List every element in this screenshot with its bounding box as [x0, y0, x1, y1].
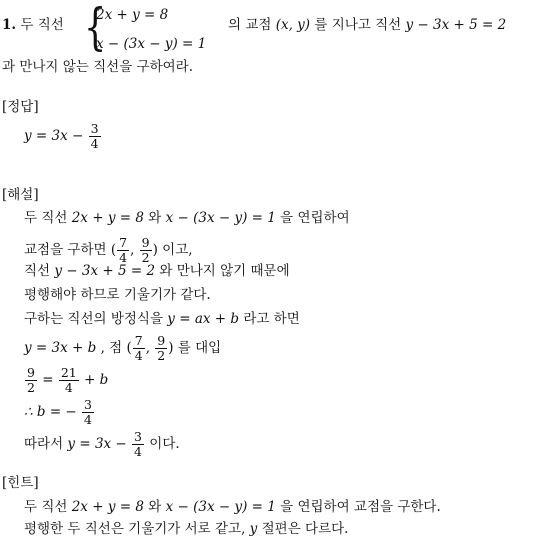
fraction-den: 2 — [141, 250, 150, 265]
hint-math: x − (3x − y) = 1 — [165, 499, 276, 515]
solution-text: 을 연립하여 — [280, 210, 350, 226]
solution-math: y − 3x + 5 = 2 — [54, 263, 156, 279]
problem-mid-2: 를 지나고 직선 — [314, 17, 402, 33]
solution-math: y = 3x + b — [24, 340, 97, 356]
fraction — [82, 398, 94, 427]
solution-text: 두 직선 — [24, 210, 68, 226]
problem-line-2: 과 만나지 않는 직선을 구하여라. — [2, 59, 193, 75]
system-eq-2: x − (3x − y) = 1 — [96, 36, 207, 52]
fraction-den: 4 — [64, 380, 73, 395]
solution-text: 따라서 — [24, 436, 64, 452]
solution-text: 라고 하면 — [243, 311, 300, 327]
fraction-den: 2 — [157, 348, 166, 363]
solution-line-5 — [24, 310, 300, 328]
answer-fraction — [89, 122, 101, 151]
fraction-den: 4 — [119, 250, 128, 265]
fraction — [25, 366, 37, 395]
hint-math: 2x + y = 8 — [71, 499, 144, 515]
problem-point: (x, y) — [275, 17, 311, 33]
solution-math: y = ax + b — [167, 311, 240, 327]
fraction-num: 7 — [134, 333, 143, 348]
hint-text: 절편은 다르다. — [261, 521, 349, 537]
solution-math: + b — [84, 372, 109, 388]
solution-header: [해설] — [2, 187, 39, 203]
hint-text: 평행한 두 직선은 기울기가 서로 같고, — [24, 521, 246, 537]
solution-text: ) 를 대입 — [168, 340, 222, 356]
solution-text: , — [130, 242, 135, 258]
fraction-den: 4 — [134, 444, 142, 459]
fraction-den: 2 — [27, 380, 35, 395]
problem-lead: 두 직선 — [20, 17, 64, 33]
solution-math: ∴ b = − — [24, 404, 77, 420]
fraction — [59, 366, 79, 395]
problem-line-eq: y − 3x + 5 = 2 — [405, 17, 507, 33]
solution-text: 와 — [148, 210, 162, 226]
hint-text: 을 연립하여 교점을 구한다. — [280, 499, 441, 515]
solution-text: 교점을 구하면 ( — [24, 242, 117, 258]
solution-math: 2x + y = 8 — [71, 210, 144, 226]
hint-text: 와 — [148, 499, 162, 515]
solution-math: = — [42, 372, 54, 388]
solution-text: , — [145, 340, 150, 356]
fraction-den: 4 — [84, 412, 92, 427]
solution-text: ) 이고, — [152, 242, 193, 258]
answer-fraction-num: 3 — [90, 121, 99, 136]
solution-line-4: 평행해야 하므로 기울기가 같다. — [24, 287, 211, 303]
problem-mid-1: 의 교점 — [228, 17, 272, 33]
hint-header: [힌트] — [2, 475, 39, 491]
solution-line-6 — [24, 334, 221, 363]
answer-header: [정답] — [2, 99, 39, 115]
answer-fraction-den: 4 — [90, 136, 99, 151]
solution-text: 와 만나지 않기 때문에 — [159, 263, 290, 279]
solution-line-3 — [24, 262, 290, 280]
fraction — [132, 430, 144, 459]
hint-line-2 — [24, 520, 348, 538]
solution-line-7 — [24, 366, 108, 395]
answer-expression — [24, 122, 102, 151]
solution-text: 직선 — [24, 263, 51, 279]
answer-expr: y = 3x − — [24, 128, 84, 144]
fraction-num: 3 — [84, 397, 92, 412]
fraction-den: 4 — [134, 348, 143, 363]
fraction — [140, 236, 152, 265]
solution-text: , 점 ( — [100, 340, 132, 356]
fraction-num: 9 — [141, 235, 150, 250]
fraction — [155, 334, 167, 363]
solution-line-2 — [24, 236, 193, 265]
hint-line-1 — [24, 498, 441, 516]
solution-text: 구하는 직선의 방정식을 — [24, 311, 163, 327]
fraction-num: 7 — [119, 235, 128, 250]
fraction — [117, 236, 129, 265]
solution-line-9 — [24, 430, 180, 459]
solution-line-8 — [24, 398, 95, 427]
hint-text: 두 직선 — [24, 499, 68, 515]
fraction-num: 3 — [134, 429, 142, 444]
fraction-num: 9 — [27, 365, 35, 380]
solution-math: x − (3x − y) = 1 — [165, 210, 276, 226]
solution-line-1 — [24, 209, 350, 227]
hint-math: y — [249, 521, 258, 537]
system-brace: { — [84, 0, 107, 56]
problem-number: 1. — [2, 17, 17, 33]
problem-line-1-right — [228, 16, 506, 34]
solution-text: 이다. — [149, 436, 180, 452]
system-eq-1: 2x + y = 8 — [96, 7, 169, 23]
fraction-num: 9 — [157, 333, 166, 348]
solution-math: y = 3x − — [67, 436, 127, 452]
fraction-num: 21 — [60, 365, 77, 380]
fraction — [133, 334, 145, 363]
problem-line-1 — [2, 16, 64, 34]
